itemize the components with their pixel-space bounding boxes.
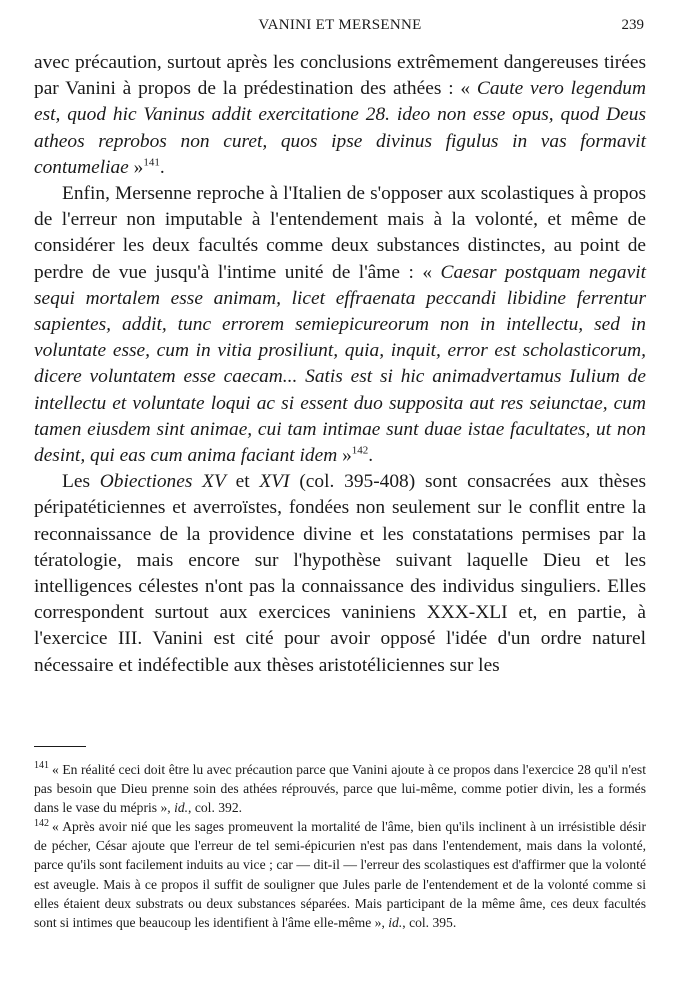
text-run: avec précaution, surtout après les conclusions extrêmement dangereuses tirées par Vanini à propos de la prédestination des athées : «	[34, 52, 646, 100]
latin-quotation: Caute vero legendum est, quod hic Vaninus addit exercitatione 28. ideo non esse opus, quod Deus atheos reprobos non curet, quos ipse divinus figulus in vas formavit contumeliae	[34, 78, 646, 178]
work-title: XVI	[259, 471, 290, 493]
page-header	[34, 17, 646, 39]
main-text	[34, 50, 646, 679]
text-run: id.	[388, 914, 403, 930]
work-title: Obiectiones XV	[99, 471, 226, 493]
text-run: « En réalité ceci doit être lu avec précaution parce que Vanini ajoute à ce propos dans l'exercice 28 qu'il n'est pas besoin que Dieu prenne soin des athées réprouvés, parce que lui-même, comme potier divin, les a formés dans le vase du mépris »,	[34, 762, 646, 816]
text-run: .	[159, 156, 165, 178]
footnote	[34, 760, 646, 817]
text-run: Les	[62, 471, 100, 493]
text-run: (col. 395-408) sont consacrées aux thèses péripatéticiennes et averroïstes, fondées non seulement sur le conflit entre la reconnaissance de la providence divine et les constatations permises par la tératologie, mais encore sur l'hypothèse suivant laquelle Dieu et les intelligences célestes n'ont pas la connaissance des individus singuliers. Elles correspondent surtout aux exercices vaniniens XXX-XLI et, en partie, à l'exercice III. Vanini est cité pour avoir opposé l'idée d'un ordre naturel nécessaire et indéfectible aux thèses aristotéliciennes sur les	[34, 471, 646, 676]
text-run: »	[337, 445, 352, 467]
footnote-number: 142	[34, 817, 49, 829]
footnote	[34, 817, 646, 932]
footnotes	[34, 760, 646, 932]
text-run: »	[128, 156, 144, 178]
page-number: 239	[621, 17, 644, 33]
latin-quotation: Caesar postquam negavit sequi mortalem esse animam, licet effraenata peccandi libidine ferrentur sapientes, addit, tunc errorem semiepicureorum non in intellectu, sed in voluntate esse, cum in vitia prosiliunt, quia, inquit, error est scholasticorum, dicere voluntatem esse caecam... Satis est si hic animadvertamus Iulium de intellectu et voluntate loqui ac si essent duo supposita aut res seiunctae, cum tamen eiusdem sint animae, cui tam intimae sunt duae istae facultates, ut non desint, qui eas cum anima faciant idem	[34, 261, 646, 467]
footnote-reference: 142	[351, 444, 369, 457]
footnote-number: 141	[34, 760, 49, 772]
paragraph	[34, 181, 646, 469]
text-run: id.	[174, 800, 189, 816]
text-run: , col. 395.	[402, 914, 457, 930]
text-run: , col. 392.	[188, 800, 243, 816]
footnote-separator	[34, 746, 86, 747]
text-run: .	[368, 445, 374, 467]
running-title: VANINI ET MERSENNE	[258, 17, 422, 33]
footnote-reference: 141	[143, 156, 160, 169]
text-run: « Après avoir nié que les sages promeuvent la mortalité de l'âme, bien qu'ils inclinent à un irrésistible désir de pécher, César ajoute que l'erreur de tel semi-épicurien n'est pas dans l'entendement, mais dans la volonté, parce qu'ils sont facilement induits au vice ; car — dit-il — l'erreur des scolastiques est d'affirmer que la volonté est aveugle. Mais à ce propos il suffit de souligner que Jules parle de l'entendement et de la volonté comme si elles étaient deux substrats ou deux substances séparées. Mais participant de la même âme, ces deux facultés sont si intimes que beaucoup les identifient à l'âme elle-même »,	[34, 819, 646, 930]
text-run: Enfin, Mersenne reproche à l'Italien de s'opposer aux scolastiques à propos de l'erreur non imputable à l'entendement mais à la volonté, et même de considérer les deux facultés comme deux substances distinctes, au point de perdre de vue jusqu'à l'intime unité de l'âme : «	[34, 183, 646, 283]
paragraph	[34, 50, 646, 181]
text-run: et	[225, 471, 260, 493]
paragraph	[34, 469, 646, 679]
